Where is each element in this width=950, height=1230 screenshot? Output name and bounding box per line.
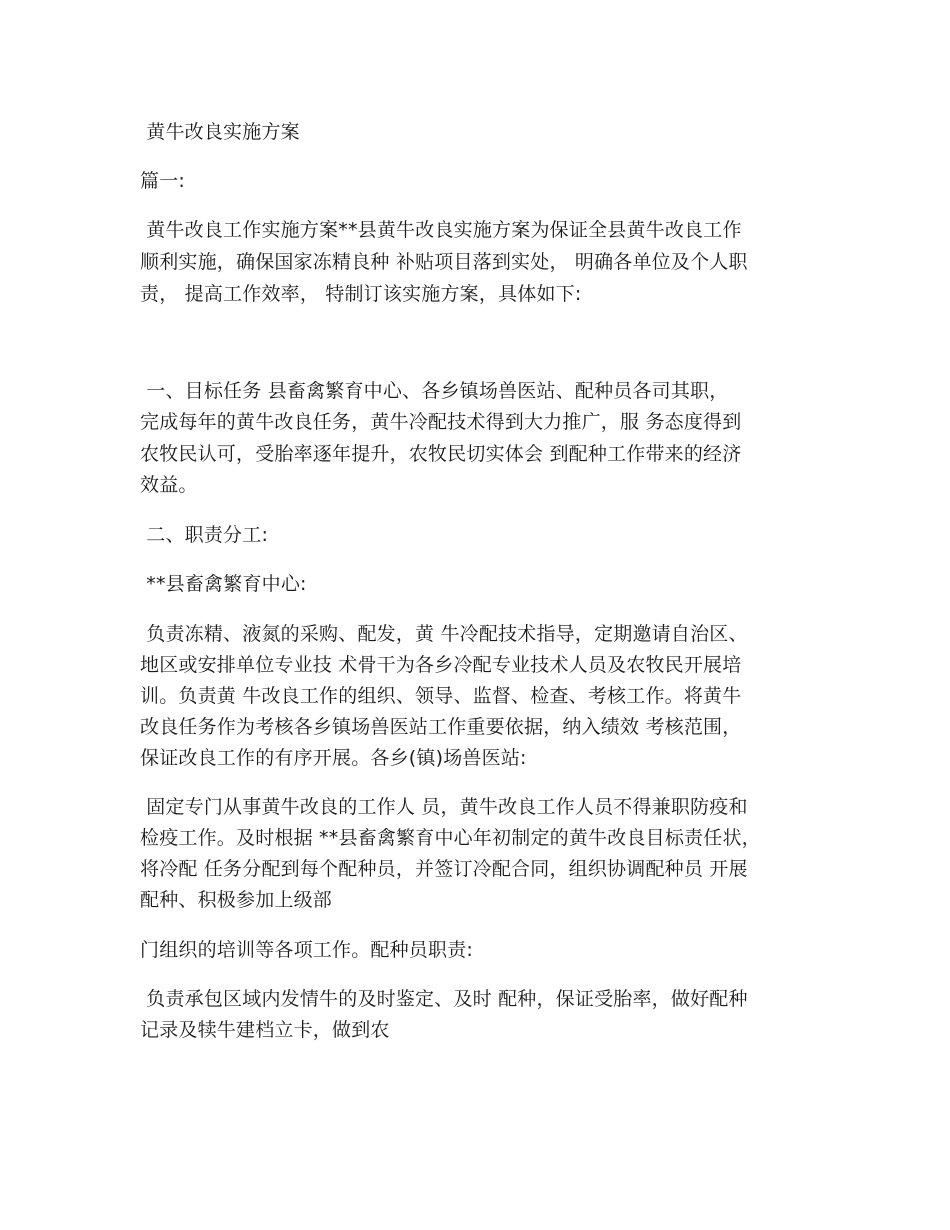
text-line: 负责冻精、液氮的采购、配发，黄 牛冷配技术指导，定期邀请自治区、 <box>140 623 748 645</box>
section-label: 篇一: <box>140 170 186 192</box>
text-line: 将冷配 任务分配到每个配种员，并签订冷配合同，组织协调配种员 开展 <box>140 858 748 880</box>
text-line: 黄牛改良工作实施方案**县黄牛改良实施方案为保证全县黄牛改良工作 <box>140 219 742 241</box>
text-line: 责， 提高工作效率， 特制订该实施方案，具体如下: <box>140 283 582 305</box>
text-line: 配种、积极参加上级部 <box>140 889 333 911</box>
text-line: 训。负责黄 牛改良工作的组织、领导、监督、检查、考核工作。将黄牛 <box>140 685 742 707</box>
text-line: 改良任务作为考核各乡镇场兽医站工作重要依据，纳入绩效 考核范围， <box>140 716 742 738</box>
text-line: 门组织的培训等各项工作。配种员职责: <box>140 939 474 961</box>
text-line: 顺利实施，确保国家冻精良种 补贴项目落到实处， 明确各单位及个人职 <box>140 251 748 273</box>
text-line: 效益。 <box>140 474 198 496</box>
text-line: 负责承包区域内发情牛的及时鉴定、及时 配种，保证受胎率，做好配种 <box>140 988 748 1010</box>
text-line: 完成每年的黄牛改良任务，黄牛冷配技术得到大力推广，服 务态度得到 <box>140 411 742 433</box>
text-line: 二、职责分工: <box>140 524 269 546</box>
text-line: 保证改良工作的有序开展。各乡(镇)场兽医站: <box>140 747 527 769</box>
text-line: 记录及犊牛建档立卡，做到农 <box>140 1019 390 1041</box>
text-line: 一、目标任务 县畜禽繁育中心、各乡镇场兽医站、配种员各司其职， <box>140 380 729 402</box>
document-title: 黄牛改良实施方案 <box>140 121 300 143</box>
text-line: 检疫工作。及时根据 **县畜禽繁育中心年初制定的黄牛改良目标责任状， <box>140 827 761 849</box>
text-line: 固定专门从事黄牛改良的工作人 员，黄牛改良工作人员不得兼职防疫和 <box>140 796 748 818</box>
text-line: 农牧民认可，受胎率逐年提升，农牧民切实体会 到配种工作带来的经济 <box>140 443 742 465</box>
text-line: 地区或安排单位专业技 术骨干为各乡冷配专业技术人员及农牧民开展培 <box>140 654 742 676</box>
text-line: **县畜禽繁育中心: <box>140 573 307 595</box>
